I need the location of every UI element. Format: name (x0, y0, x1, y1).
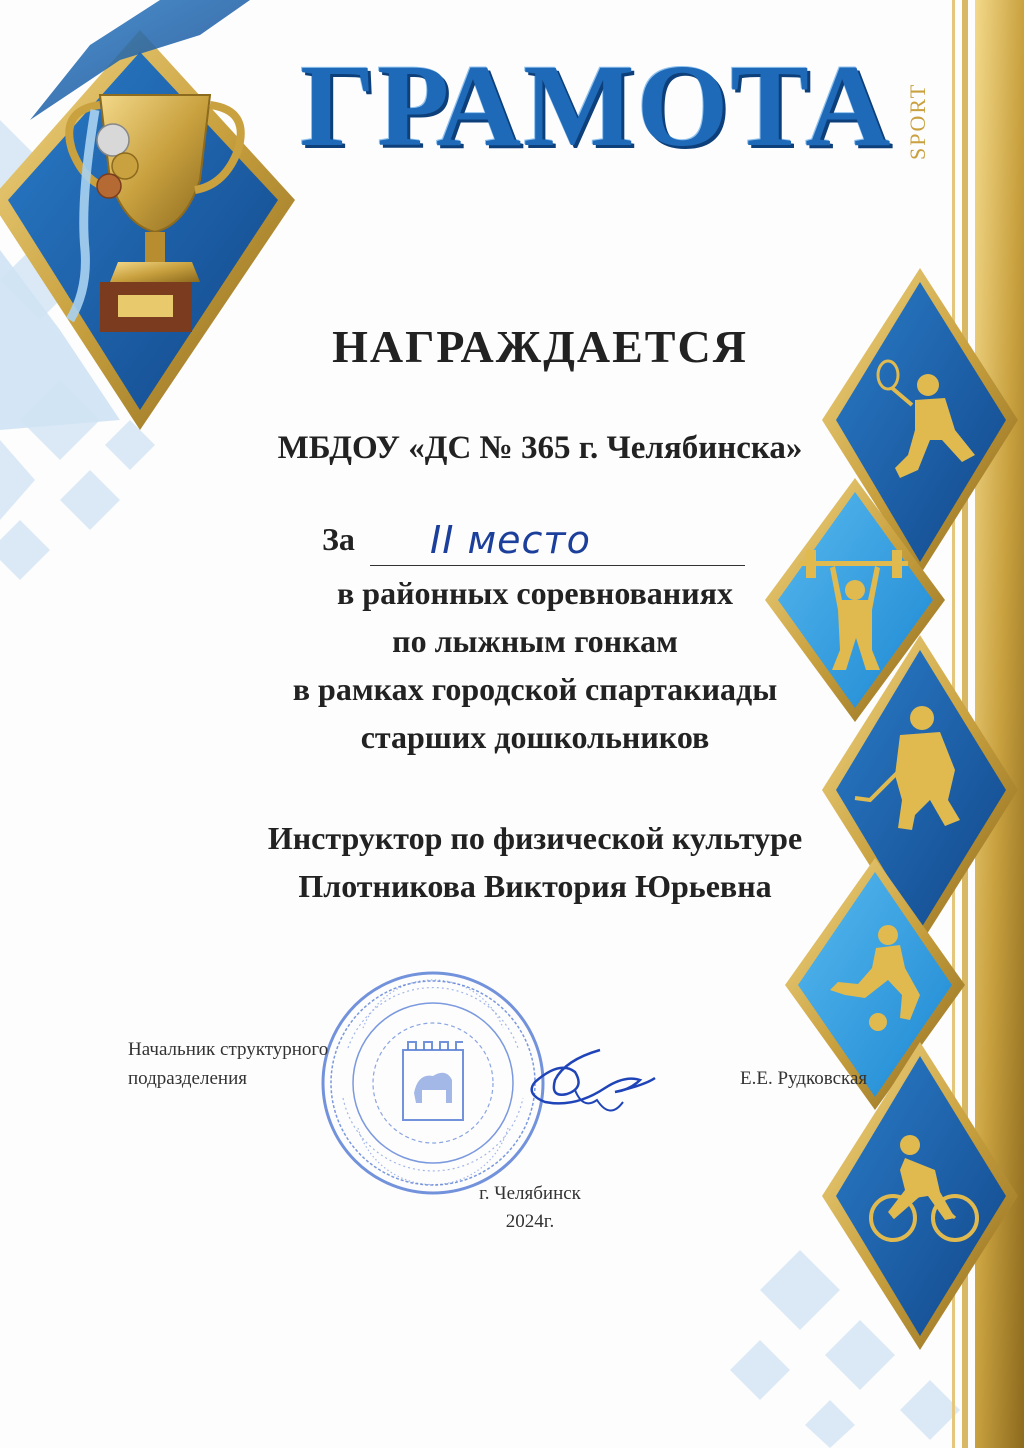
handwritten-place: II место (430, 518, 591, 562)
recipient-position: Инструктор по физической культуре (267, 820, 803, 856)
awarded-heading: НАГРАЖДАЕТСЯ (332, 321, 748, 372)
place-underline (370, 565, 745, 566)
organization-name: МБДОУ «ДС № 365 г. Челябинска» (277, 430, 803, 466)
signatory-title (128, 1035, 328, 1093)
handwritten-signature (505, 1030, 665, 1140)
signatory-title-line-2: подразделения (128, 1068, 247, 1089)
signatory-name: Е.Е. Рудковская (740, 1068, 868, 1089)
recipient-name: Плотникова Виктория Юрьевна (298, 868, 772, 904)
reason-line-4: старших дошкольников (360, 719, 710, 755)
reason-line-2: по лыжным гонкам (392, 623, 678, 659)
certificate-title: ГРАМОТА (300, 40, 893, 171)
signatory-title-line-1: Начальник структурного (128, 1039, 329, 1060)
city: г. Челябинск (479, 1183, 581, 1204)
year: 2024г. (505, 1211, 555, 1232)
sport-label: SPORT (905, 82, 930, 160)
reason-line-1: в районных соревнованиях (337, 575, 733, 611)
place-and-date (430, 1180, 630, 1236)
for-label: За (322, 521, 355, 557)
reason-line-3: в рамках городской спартакиады (292, 671, 778, 707)
